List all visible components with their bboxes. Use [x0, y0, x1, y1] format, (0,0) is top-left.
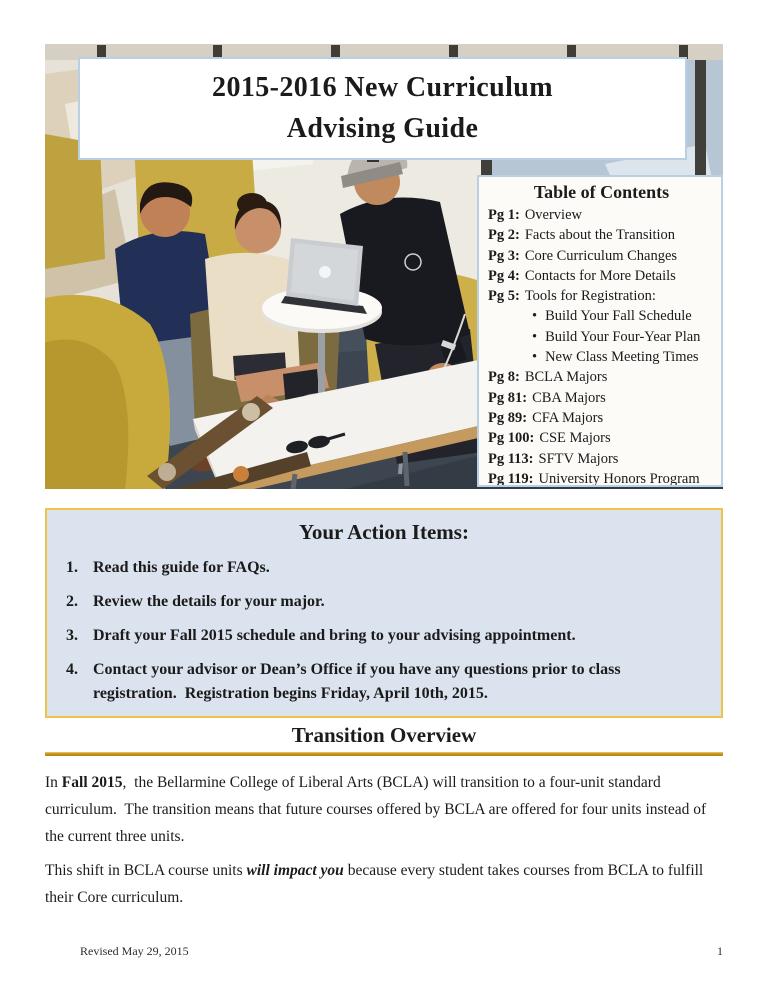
p2-bold-italic: will impact you [246, 862, 344, 879]
action-item [61, 556, 707, 580]
macbook-laptop [281, 238, 367, 314]
title-box [78, 57, 687, 160]
toc-entry [488, 408, 715, 428]
footer-revised-date: Revised May 29, 2015 [80, 944, 189, 958]
action-item-number: 4. [66, 661, 78, 678]
toc-entry [488, 205, 715, 225]
toc-entry-page: Pg 4: [488, 267, 520, 284]
p1-pre: In [45, 774, 62, 791]
toc-entry-label: CSE Majors [539, 430, 611, 447]
action-item-text: Contact your advisor or Dean’s Office if you have any questions prior to class registration. Registration begins Friday, April 10th, 2015. [93, 661, 625, 702]
action-item-text: Review the details for your major. [93, 593, 325, 610]
toc-entry [488, 266, 715, 286]
action-item-text: Draft your Fall 2015 schedule and bring to your advising appointment. [93, 627, 576, 644]
toc-entry-label: Contacts for More Details [524, 267, 676, 284]
toc-entry-label: BCLA Majors [524, 369, 608, 386]
toc-entry-page: Pg 113: [488, 450, 534, 467]
doc-title-line1: 2015-2016 New Curriculum [212, 72, 553, 103]
toc-sub-bullet [488, 327, 715, 347]
toc-entry-label: CFA Majors [532, 409, 604, 426]
toc-entry-page: Pg 3: [488, 247, 520, 264]
toc-entry-label: Core Curriculum Changes [524, 247, 678, 264]
toc-entry [488, 367, 715, 387]
toc-entry-label: CBA Majors [532, 389, 606, 406]
toc-entry-label: Tools for Registration: [524, 288, 656, 305]
overview-paragraph-1 [45, 769, 723, 850]
toc-entry [488, 388, 715, 408]
toc-entry-label: Facts about the Transition [524, 227, 676, 244]
action-item-number: 3. [66, 627, 78, 644]
toc-entry-page: Pg 100: [488, 430, 535, 447]
action-items-heading: Your Action Items: [299, 520, 469, 544]
p2-rest: because every student takes courses from BCLA to fulfill their Core curriculum. [45, 862, 708, 906]
action-item [61, 590, 707, 614]
p1-rest: , the Bellarmine College of Liberal Arts (BCLA) will transition to a four-unit standard curriculum. The transition means that future courses offered by BCLA are offered for four units instead of the current three units. [45, 774, 711, 845]
toc-sub-bullet-label: Build Your Fall Schedule [545, 308, 692, 325]
gold-divider [45, 752, 723, 756]
toc-sub-bullet [488, 306, 715, 326]
toc-sub-bullet-label: New Class Meeting Times [545, 349, 699, 366]
toc-entry [488, 428, 715, 448]
action-item [61, 658, 707, 706]
toc-sub-bullet-label: Build Your Four-Year Plan [545, 328, 701, 345]
toc-entry-label: Overview [524, 207, 582, 223]
bullet-icon: • [532, 349, 538, 366]
toc-entry [488, 449, 715, 469]
p2-pre: This shift in BCLA course units [45, 862, 247, 879]
doc-title-line2: Advising Guide [286, 113, 479, 144]
overview-paragraph-2 [45, 857, 723, 911]
toc-entry-page: Pg 119: [488, 470, 534, 487]
footer-page-number: 1 [717, 944, 723, 958]
toc-entry-label: University Honors Program [538, 470, 700, 487]
toc-entry-page: Pg 1: [488, 207, 520, 223]
transition-overview-heading: Transition Overview [291, 723, 477, 747]
toc-entry-page: Pg 89: [488, 409, 528, 426]
toc-entry-label: SFTV Majors [538, 450, 619, 467]
p1-bold: Fall 2015 [61, 774, 123, 791]
toc-entry [488, 246, 715, 266]
table-of-contents [477, 175, 723, 487]
toc-entry [488, 469, 715, 487]
apple-logo-icon [319, 266, 331, 278]
bullet-icon: • [532, 308, 538, 325]
bullet-icon: • [532, 328, 538, 345]
toc-entry-page: Pg 5: [488, 288, 520, 305]
action-item-number: 1. [66, 559, 78, 576]
toc-sub-bullet [488, 347, 715, 367]
action-item-text: Read this guide for FAQs. [93, 559, 270, 576]
toc-entry-page: Pg 2: [488, 227, 520, 244]
overview-body [45, 769, 723, 918]
toc-heading: Table of Contents [533, 182, 670, 202]
action-items-box [45, 508, 723, 718]
toc-entry [488, 225, 715, 245]
toc-entry-page: Pg 81: [488, 389, 528, 406]
toc-entry [488, 286, 715, 306]
footer [80, 944, 723, 959]
action-item [61, 624, 707, 648]
toc-entry-page: Pg 8: [488, 369, 520, 386]
action-item-number: 2. [66, 593, 78, 610]
